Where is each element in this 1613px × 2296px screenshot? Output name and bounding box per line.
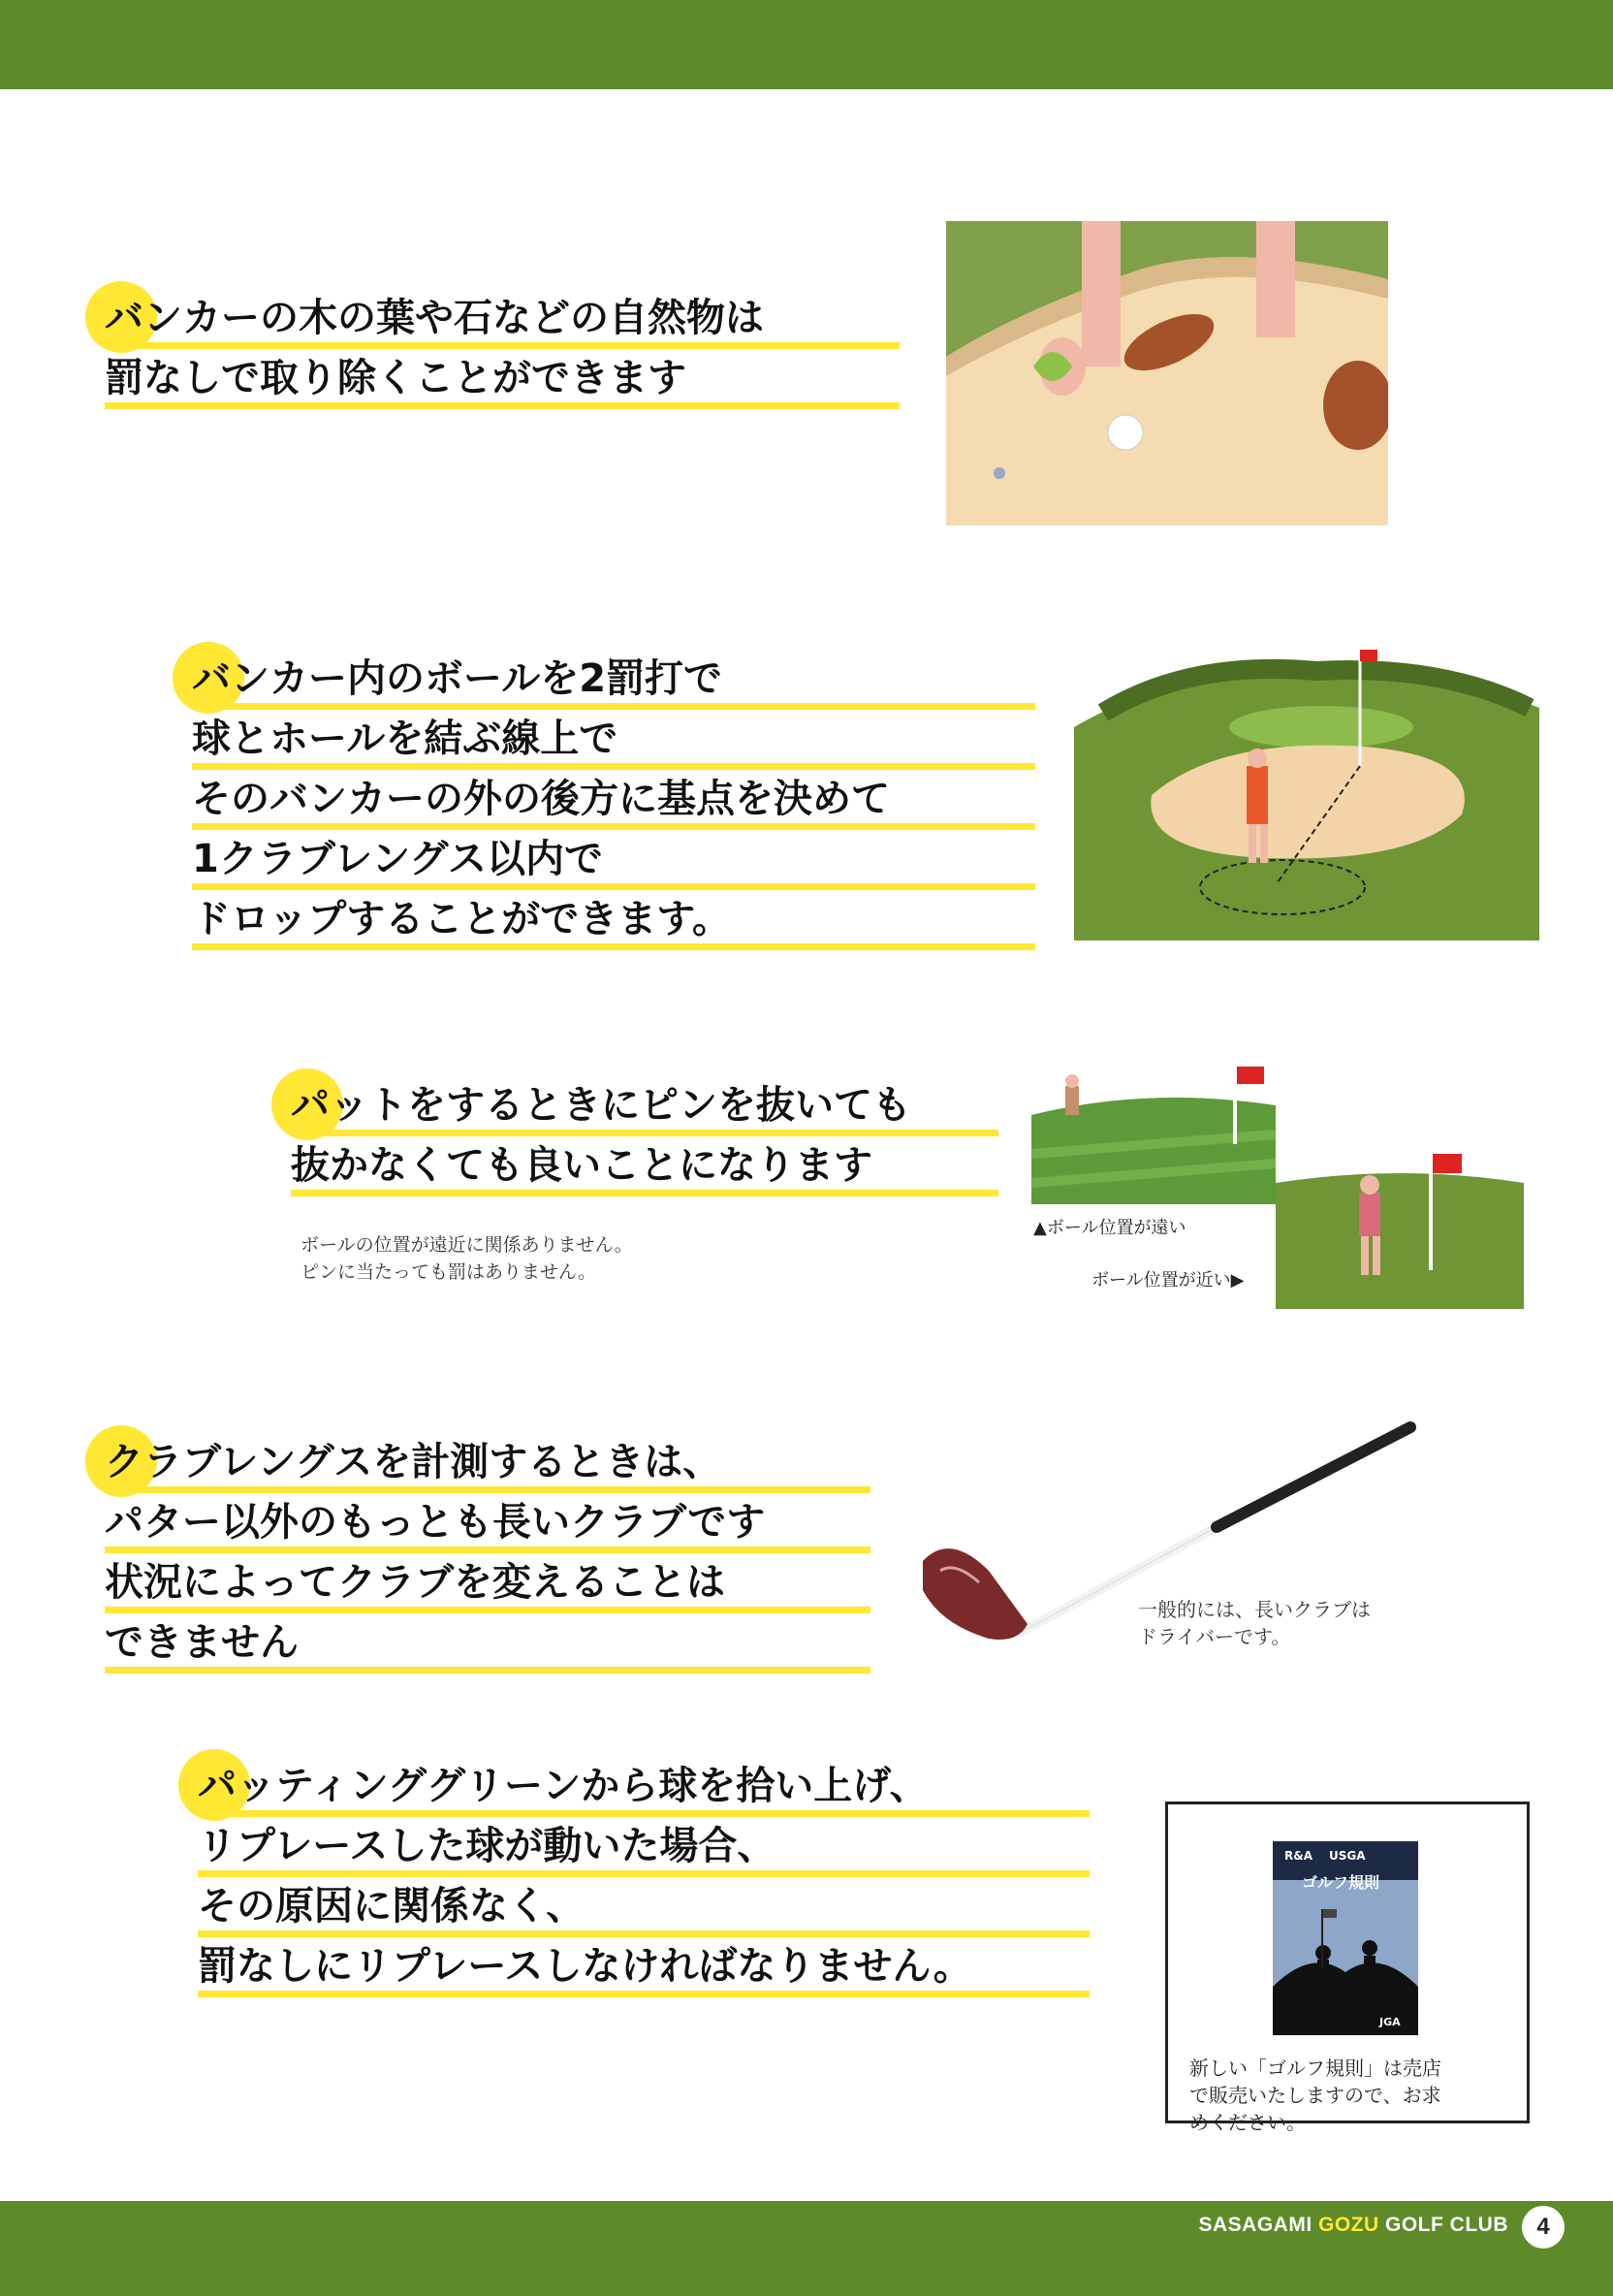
note-line: 一般的には、長いクラブは: [1138, 1598, 1371, 1621]
note-line: で販売いたしますので、お求: [1189, 2084, 1441, 2107]
bunker-leaf-illustration: [946, 221, 1388, 526]
rulebook-logo-jga: JGA: [1379, 2016, 1401, 2028]
caption-far: ▲ボール位置が遠い: [1033, 1218, 1186, 1238]
putt-far-illustration: [1031, 1057, 1276, 1204]
rule-heading: [105, 291, 900, 411]
heading-line: 球とホールを結ぶ線上で: [192, 712, 1035, 772]
note-line: ピンに当たっても罰はありません。: [300, 1261, 597, 1283]
caption-near: ボール位置が近い▶: [1091, 1270, 1245, 1291]
note-line: 新しい「ゴルフ規則」は売店: [1189, 2057, 1441, 2080]
rulebook-title: ゴルフ規則: [1302, 1873, 1380, 1892]
rule-section-2: [192, 652, 1035, 952]
rule-heading: [198, 1759, 1090, 1999]
heading-line: 罰なしにリプレースしなければなりません。: [198, 1939, 1090, 1999]
heading-line: リプレースした球が動いた場合、: [198, 1819, 1090, 1879]
heading-line: バンカー内のボールを2罰打で: [192, 652, 1035, 712]
page-number: 4: [1522, 2206, 1565, 2248]
note-line: ボールの位置が遠近に関係ありません。: [300, 1234, 633, 1256]
top-green-band: [0, 0, 1613, 89]
heading-line: 抜かなくても良いことになります: [291, 1138, 998, 1198]
rulebook-note: [1189, 2055, 1441, 2136]
heading-line: 状況によってクラブを変えることは: [105, 1555, 870, 1615]
heading-line: そのバンカーの外の後方に基点を決めて: [192, 772, 1035, 832]
brand-part-3: GOLF CLUB: [1378, 2214, 1508, 2236]
rule-heading: [291, 1078, 998, 1198]
heading-line: バンカーの木の葉や石などの自然物は: [105, 291, 900, 351]
driver-club-illustration: [911, 1416, 1435, 1697]
putt-near-illustration: [1276, 1144, 1524, 1309]
rule-heading: [105, 1435, 870, 1675]
heading-line: パッティンググリーンから球を拾い上げ、: [198, 1759, 1090, 1819]
bunker-drop-illustration: [1074, 621, 1539, 941]
footer-brand: [1198, 2214, 1508, 2237]
heading-line: できません: [105, 1615, 870, 1675]
note-line: ドライバーです。: [1138, 1625, 1291, 1648]
heading-line: クラブレングスを計測するときは、: [105, 1435, 870, 1495]
heading-line: パター以外のもっとも長いクラブです: [105, 1495, 870, 1555]
note-line: めください。: [1189, 2111, 1306, 2134]
rulebook-logo-rna: R&A: [1284, 1849, 1313, 1863]
rule-heading: [192, 652, 1035, 952]
heading-line: パットをするときにピンを抜いても: [291, 1078, 998, 1138]
heading-line: その原因に関係なく、: [198, 1879, 1090, 1939]
heading-line: 罰なしで取り除くことができます: [105, 351, 900, 411]
club-note: [1138, 1596, 1371, 1650]
brand-part-2: GOZU: [1318, 2214, 1379, 2236]
rulebook-box: [1165, 1802, 1530, 2134]
rule-section-5: [198, 1759, 1090, 1999]
brand-part-1: SASAGAMI: [1198, 2214, 1318, 2236]
rule-section-4: [105, 1435, 870, 1675]
rule-section-1: [105, 291, 900, 411]
heading-line: 1クラブレングス以内で: [192, 832, 1035, 892]
rulebook-logo-usga: USGA: [1329, 1849, 1366, 1863]
rule-section-3: [291, 1078, 998, 1198]
heading-line: ドロップすることができます。: [192, 892, 1035, 952]
putt-note: [300, 1231, 633, 1286]
rulebook-cover-image: [1273, 1841, 1418, 2035]
